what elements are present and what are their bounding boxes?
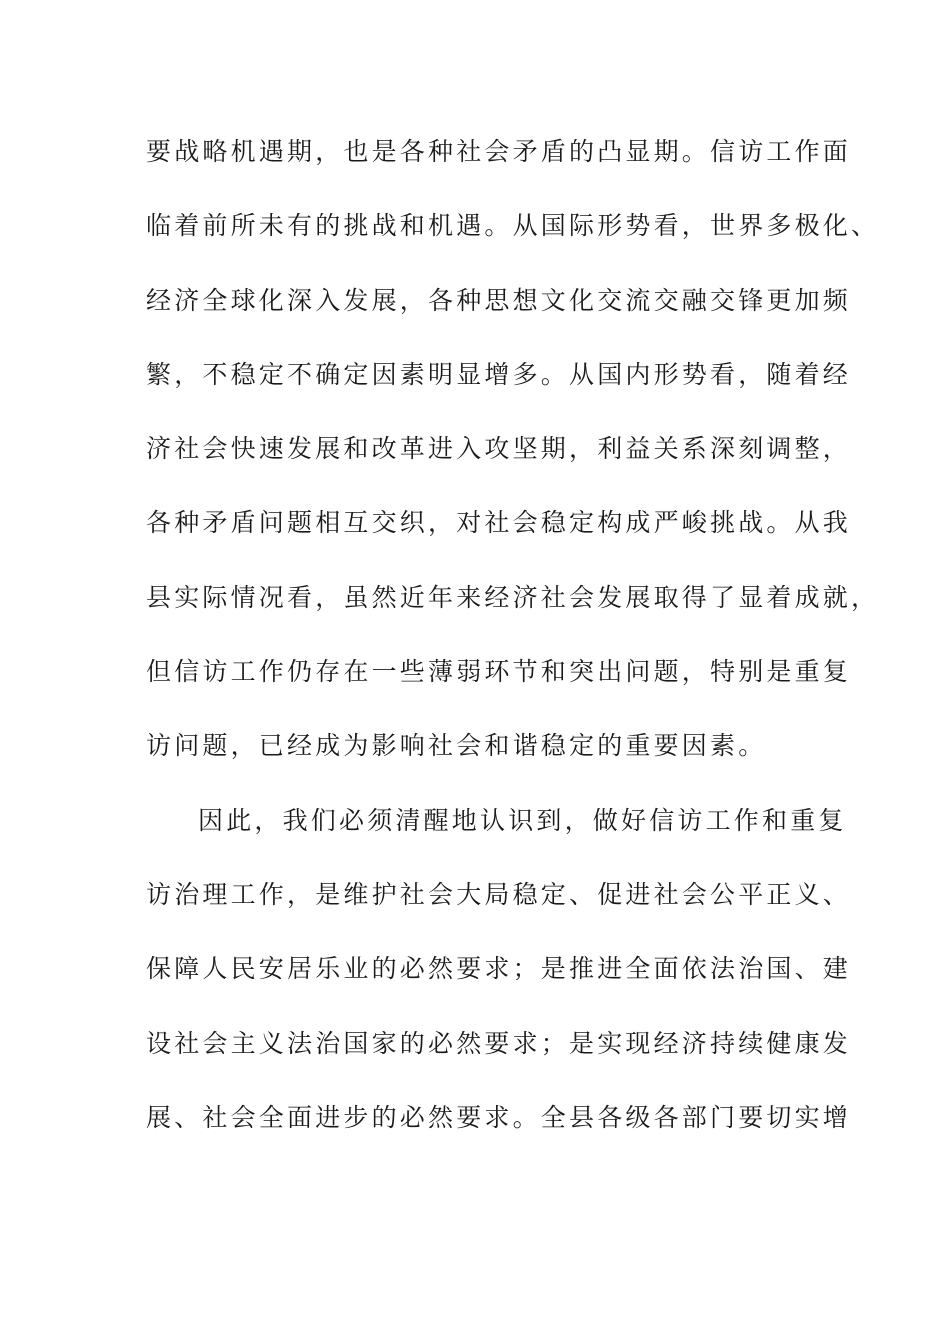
paragraph (146, 128, 880, 797)
text-line: 临着前所未有的挑战和机遇。从国际形势看，世界多极化、 (146, 211, 880, 241)
text-line: 经济全球化深入发展，各种思想文化交流交融交锋更加频 (146, 285, 852, 315)
text-line: 保障人民安居乐业的必然要求；是推进全面依法治国、建 (146, 954, 852, 984)
text-line: 各种矛盾问题相互交织，对社会稳定构成严峻挑战。从我 (146, 508, 852, 538)
paragraph (146, 797, 852, 1168)
text-line: 因此，我们必须清醒地认识到，做好信访工作和重复 (198, 805, 847, 835)
text-line: 要战略机遇期，也是各种社会矛盾的凸显期。信访工作面 (146, 137, 852, 166)
text-line: 展、社会全面进步的必然要求。全县各级各部门要切实增 (146, 1102, 852, 1132)
text-line: 访问题，已经成为影响社会和谐稳定的重要因素。 (146, 731, 767, 761)
text-line: 但信访工作仍存在一些薄弱环节和突出问题，特别是重复 (146, 657, 852, 687)
document-body (146, 128, 880, 1168)
text-line: 繁，不稳定不确定因素明显增多。从国内形势看，随着经 (146, 359, 852, 389)
text-line: 设社会主义法治国家的必然要求；是实现经济持续健康发 (146, 1028, 852, 1058)
text-line: 济社会快速发展和改革进入攻坚期，利益关系深刻调整， (146, 434, 852, 464)
text-line: 访治理工作，是维护社会大局稳定、促进社会公平正义、 (146, 879, 852, 909)
text-line: 县实际情况看，虽然近年来经济社会发展取得了显着成就， (146, 582, 880, 612)
